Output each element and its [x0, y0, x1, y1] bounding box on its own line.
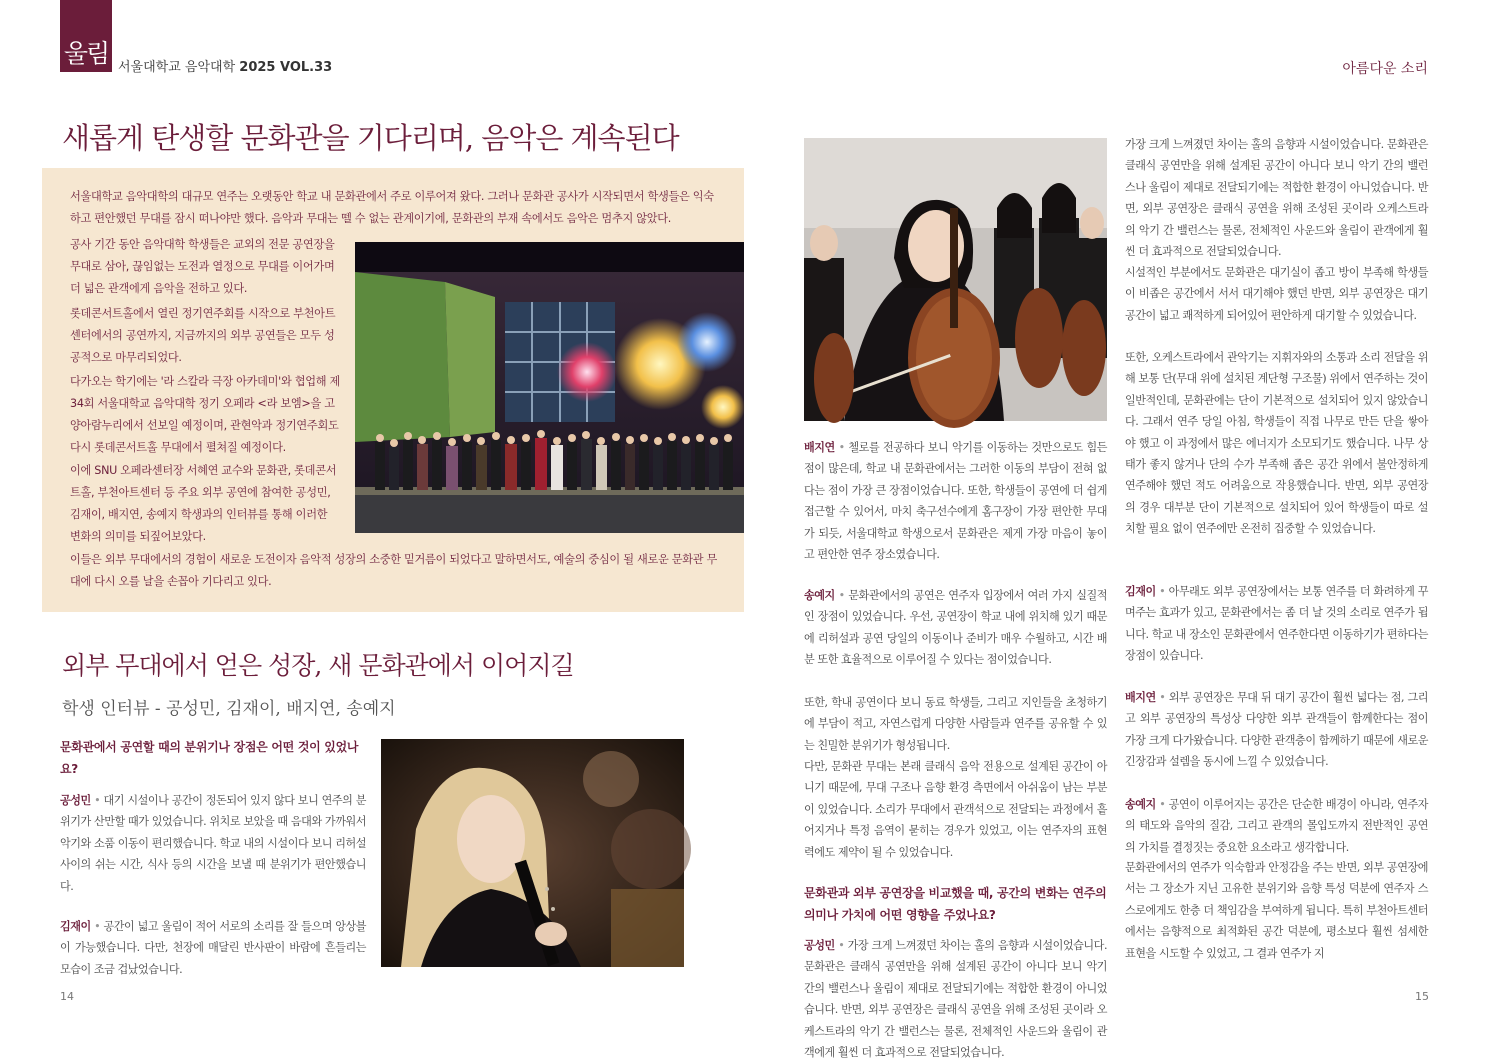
magazine-issue: 2025 VOL.33 [239, 60, 333, 75]
speaker-name: 공성민 [804, 939, 835, 952]
magazine-name: 서울대학교 음악대학 [118, 60, 236, 75]
article-title: 새롭게 탄생할 문화관을 기다리며, 음악은 계속된다 [62, 121, 679, 155]
answer-block [60, 790, 366, 897]
bullet-dot: • [1159, 691, 1166, 704]
answer-text: 문화관에서의 공연은 연주자 입장에서 여러 가지 실질적인 장점이 있었습니다. 우선, 공연장이 학교 내에 위치해 있기 때문에 리허설과 공연 당일의 이동이나 준비가 매우 수월하고, 시간 배분 또한 효율적으로 이루어질 수 있다는 점이었습니다. [804, 589, 1108, 667]
speaker-name: 공성민 [60, 794, 91, 807]
answer-text: 외부 공연장은 무대 뒤 대기 공간이 훨씬 넓다는 점, 그리고 외부 공연장의 특성상 다양한 외부 관객들이 함께한다는 점이 가장 크게 다가왔습니다. 다양한 관객층이 함께하기 때문에 새로운 긴장감과 설렘을 동시에 느낄 수 있었습니다. [1125, 691, 1429, 769]
bullet-dot: • [838, 441, 845, 454]
intro-paragraph-4: 이에 SNU 오페라센터장 서혜연 교수와 문화관, 롯데콘서트홀, 부천아트센터 등 주요 외부 공연에 참여한 공성민, 김재이, 배지연, 송예지 학생과의 인터뷰를 통해 이러한 변화의 의미를 되짚어보았다. [70, 464, 337, 543]
speaker-name: 배지연 [804, 441, 835, 454]
intro-paragraph-3: 다가오는 학기에는 '라 스칼라 극장 아카데미'와 협업해 제34회 서울대학교 음악대학 정기 오페라 <라 보엠>을 고양아람누리에서 선보일 예정이며, 관현악과 정기연주회도 다시 롯데콘서트홀 무대에서 펼쳐질 예정이다. [70, 375, 341, 454]
bullet-dot: • [838, 589, 845, 602]
section-title: 아름다운 소리 [1342, 61, 1428, 77]
intro-lead: 서울대학교 음악대학의 대규모 연주는 오랫동안 학교 내 문화관에서 주로 이루어져 왔다. 그러나 문화관 공사가 시작되면서 학생들은 익숙하고 편안했던 무대를 잠시 떠나야만 했다. 음악과 무대는 뗄 수 없는 관계이기에, 문화관의 부재 속에서도 음악은 멈추지 않았다. [70, 190, 714, 225]
bullet-dot: • [1159, 798, 1166, 811]
answer-block [1125, 687, 1428, 773]
page-number-right: 15 [1415, 990, 1429, 1003]
answer-text: 공연이 이루어지는 공간은 단순한 배경이 아니라, 연주자의 태도와 음악의 질감, 그리고 관객의 몰입도까지 전반적인 공연의 가치를 결정짓는 중요한 요소라고 생각합니다. [1125, 798, 1429, 854]
answer-text: 공간이 넓고 울림이 적어 서로의 소리를 잘 들으며 앙상블이 가능했습니다. 다만, 천장에 매달린 반사판이 바람에 흔들리는 모습이 조금 겁났었습니다. [60, 920, 366, 976]
answer-block [804, 585, 1107, 671]
clarinet-player-photo [381, 739, 684, 967]
answer-text: 대기 시설이나 공간이 정돈되어 있지 않다 보니 연주의 분위기가 산만할 때가 있었습니다. 위치로 보았을 때 음대와 가까워서 악기와 소품 이동이 편리했습니다. 학교 내의 시설이다 보니 리허설 사이의 쉬는 시간, 식사 등의 시간을 보낼 때 분위기가 편안했습니다. [60, 794, 366, 893]
answer-block [1125, 794, 1428, 858]
speaker-name: 배지연 [1125, 691, 1156, 704]
answer-continuation: 문화관에서의 연주가 익숙함과 안정감을 주는 반면, 외부 공연장에서는 그 장소가 지닌 고유한 분위기와 음향 특성 덕분에 연주자 스스로에게도 한층 더 책임감을 부여하게 됩니다. 특히 부천아트센터에서는 음향적으로 최적화된 공간 덕분에, 평소보다 훨씬 섬세한 표현을 시도할 수 있었고, 그 결과 연주가 지 [1125, 861, 1428, 960]
question-2: 문화관과 외부 공연장을 비교했을 때, 공간의 변화는 연주의 의미나 가치에 어떤 영향을 주었나요? [804, 886, 1107, 922]
magazine-title [118, 56, 332, 75]
bullet-dot: • [94, 794, 101, 807]
speaker-name: 김재이 [1125, 585, 1156, 598]
intro-tail: 이들은 외부 무대에서의 경험이 새로운 도전이자 음악적 성장의 소중한 밑거름이 되었다고 말하면서도, 예술의 중심이 될 새로운 문화관 무대에 다시 오를 날을 손꼽아 기다리고 있다. [70, 553, 718, 588]
intro-paragraph-1: 공사 기간 동안 음악대학 학생들은 교외의 전문 공연장을 무대로 삼아, 끊임없는 도전과 열정으로 무대를 이어가며 더 넓은 관객에게 음악을 전하고 있다. [70, 238, 335, 295]
answer-continuation: 또한, 학내 공연이다 보니 동료 학생들, 그리고 지인들을 초청하기에 부담이 적고, 자연스럽게 다양한 사람들과 연주를 공유할 수 있는 친밀한 분위기가 형성됩니다. [804, 696, 1107, 752]
question-1: 문화관에서 공연할 때의 분위기나 장점은 어떤 것이 있었나요? [60, 740, 359, 776]
answer-continuation: 시설적인 부분에서도 문화관은 대기실이 좁고 방이 부족해 학생들이 비좁은 공간에서 서서 대기해야 했던 반면, 외부 공연장은 대기 공간이 넓고 쾌적하게 되어있어 편안하게 대기할 수 있었습니다. [1125, 266, 1428, 322]
section2-subtitle: 학생 인터뷰 - 공성민, 김재이, 배지연, 송예지 [62, 699, 396, 719]
page-number-left: 14 [60, 990, 74, 1003]
magazine-logo: 울림 [63, 39, 109, 68]
section2-title: 외부 무대에서 얻은 성장, 새 문화관에서 이어지길 [62, 651, 574, 680]
answer-text: 가장 크게 느껴졌던 차이는 홀의 음향과 시설이었습니다. 문화관은 클래식 공연만을 위해 설계된 공간이 아니다 보니 악기 간의 밸런스나 울림이 제대로 전달되기에는 적합한 환경이 아니었습니다. 반면, 외부 공연장은 클래식 공연을 위해 조성된 곳이라 오케스트라의 악기 간 밸런스는 물론, 전체적인 사운드와 울림이 관객에게 훨씬 더 효과적으로 전달되었습니다. [804, 939, 1108, 1060]
bullet-dot: • [838, 939, 845, 952]
answer-text: 아무래도 외부 공연장에서는 보통 연주를 더 화려하게 꾸며주는 효과가 있고, 문화관에서는 좀 더 날 것의 소리로 연주가 됩니다. 학교 내 장소인 문화관에서 연주한다면 이동하기가 편하다는 장점이 있습니다. [1125, 585, 1428, 663]
answer-block [804, 935, 1108, 1060]
answer-continuation: 가장 크게 느껴졌던 차이는 홀의 음향과 시설이었습니다. 문화관은 클래식 공연만을 위해 설계된 공간이 아니다 보니 악기 간의 밸런스나 울림이 제대로 전달되기에는 적합한 환경이 아니었습니다. 반면, 외부 공연장은 클래식 공연을 위해 조성된 곳이라 오케스트라의 악기 간 밸런스는 물론, 전체적인 사운드와 울림이 관객에게 훨씬 더 효과적으로 전달되었습니다. [1125, 138, 1428, 259]
cello-section-photo [804, 138, 1107, 421]
answer-text: 첼로를 전공하다 보니 악기를 이동하는 것만으로도 힘든 점이 많은데, 학교 내 문화관에서는 그러한 이동의 부담이 전혀 없다는 점이 가장 큰 장점이었습니다. 또한, 학생들이 공연에 더 쉽게 접근할 수 있어서, 마치 축구선수에게 홈구장이 가장 편안한 무대가 되듯, 서울대학교 학생으로서 문화관은 제게 가장 마음이 놓이고 편안한 연주 장소였습니다. [804, 441, 1108, 562]
opera-stage-photo [355, 242, 744, 533]
answer-block [1125, 581, 1428, 667]
speaker-name: 송예지 [804, 589, 835, 602]
bullet-dot: • [1159, 585, 1166, 598]
answer-continuation: 다만, 문화관 무대는 본래 클래식 음악 전용으로 설계된 공간이 아니기 때문에, 무대 구조나 음향 환경 측면에서 아쉬움이 남는 부분이 있었습니다. 소리가 무대에서 관객석으로 전달되는 과정에서 흩어지거나 특정 음역이 묻히는 경우가 있었고, 이는 연주자의 표현력에도 제약이 될 수 있었습니다. [804, 760, 1107, 859]
speaker-name: 김재이 [60, 920, 91, 933]
intro-paragraph-2: 롯데콘서트홀에서 열린 정기연주회를 시작으로 부천아트센터에서의 공연까지, 지금까지의 외부 공연들은 모두 성공적으로 마무리되었다. [70, 307, 336, 364]
bullet-dot: • [94, 920, 101, 933]
answer-block [60, 916, 366, 980]
speaker-name: 송예지 [1125, 798, 1156, 811]
answer-continuation: 또한, 오케스트라에서 관악기는 지휘자와의 소통과 소리 전달을 위해 보통 단(무대 위에 설치된 계단형 구조물) 위에서 연주하는 것이 일반적인데, 문화관에는 단이 기본적으로 설치되어 있지 않았습니다. 그래서 연주 당일 아침, 학생들이 직접 나무로 만든 단을 쌓아야 했고 이 과정에서 많은 에너지가 소모되기도 했습니다. 나무 상태가 좋지 않거나 단의 수가 부족해 좁은 공간 위에서 불안정하게 연주해야 했던 적도 어려움으로 작용했습니다. 반면, 외부 공연장의 경우 대부분 단이 기본적으로 설치되어 있어 학생들이 따로 설치할 필요 없이 연주에만 온전히 집중할 수 있었습니다. [1125, 351, 1428, 536]
answer-block [804, 437, 1107, 565]
